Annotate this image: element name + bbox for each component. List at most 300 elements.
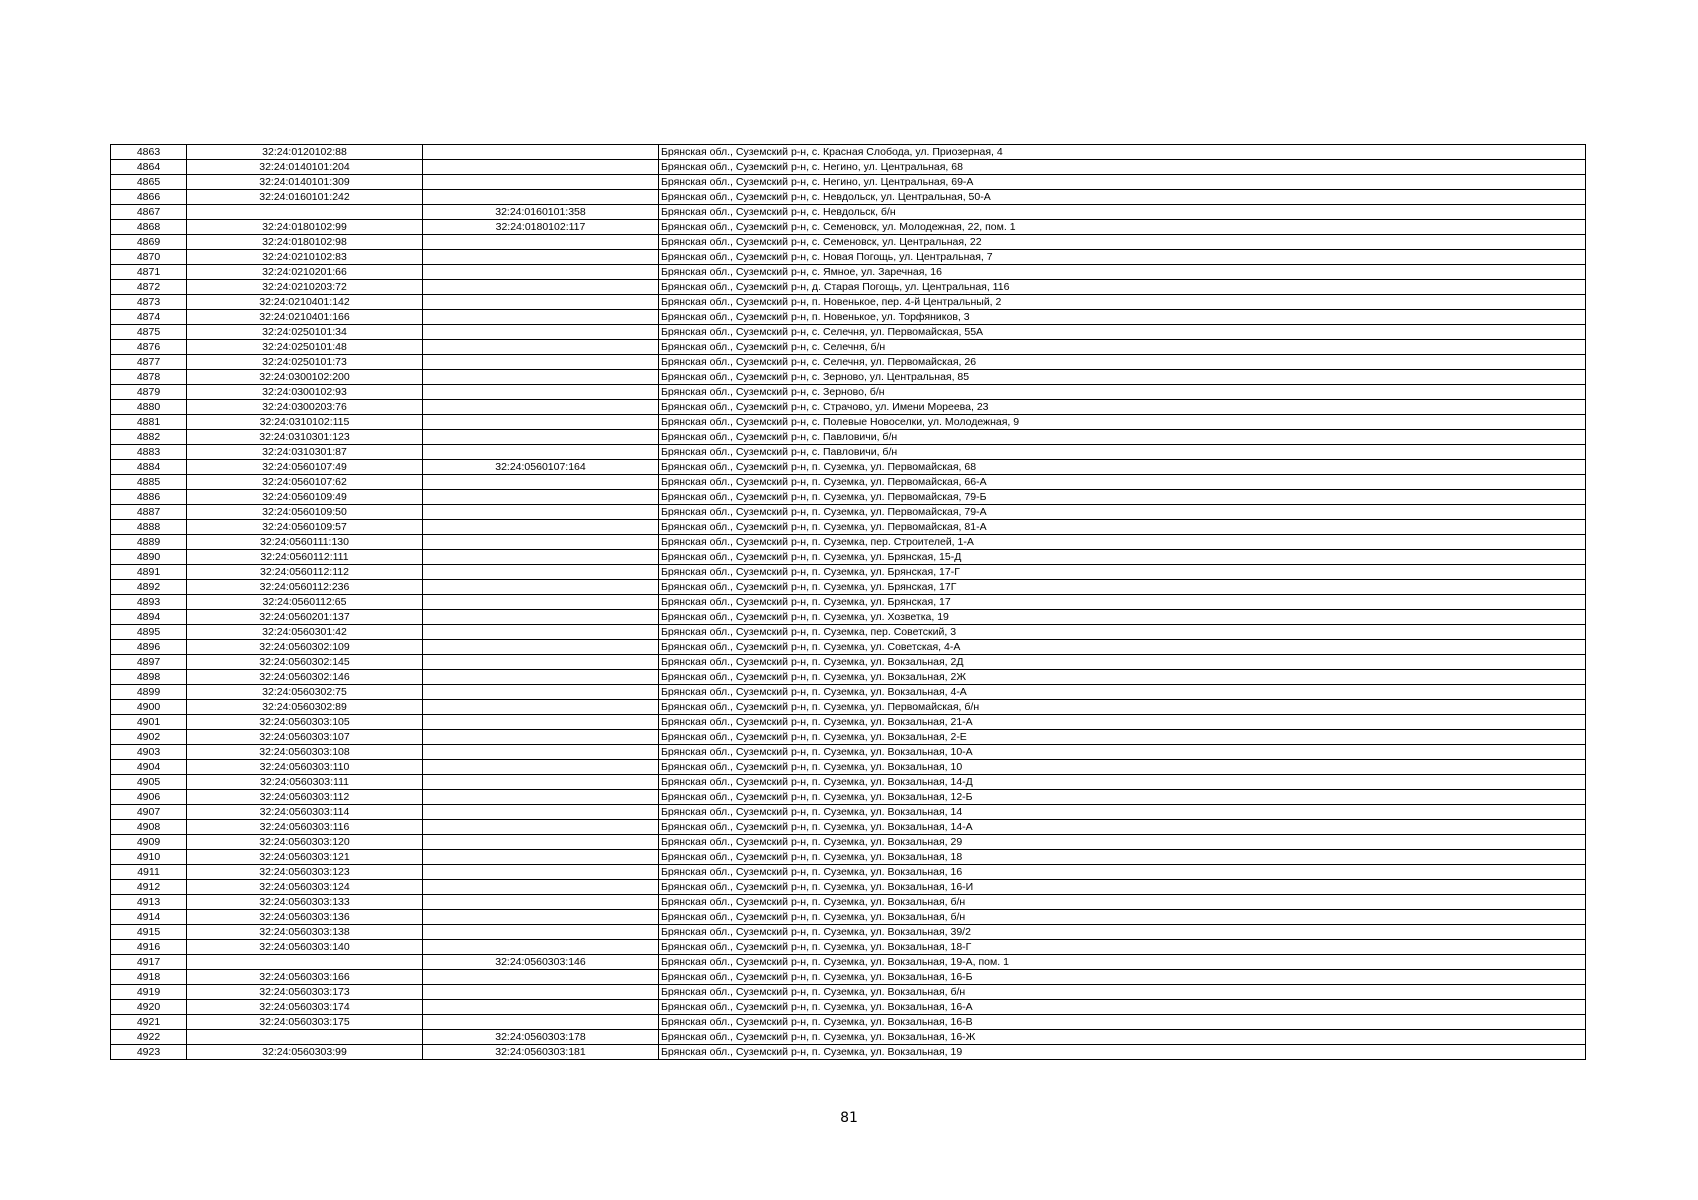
address-cell: Брянская обл., Суземский р-н, с. Ямное, ул. Заречная, 16 <box>659 265 1586 280</box>
cadastral-number-cell: 32:24:0560302:89 <box>187 700 423 715</box>
address-cell: Брянская обл., Суземский р-н, с. Зерново, ул. Центральная, 85 <box>659 370 1586 385</box>
address-cell: Брянская обл., Суземский р-н, с. Новая Погощь, ул. Центральная, 7 <box>659 250 1586 265</box>
table-row <box>111 1045 1586 1060</box>
address-cell: Брянская обл., Суземский р-н, п. Новенькое, пер. 4-й Центральный, 2 <box>659 295 1586 310</box>
linked-cadastral-number-cell <box>423 790 659 805</box>
address-cell: Брянская обл., Суземский р-н, п. Суземка, ул. Вокзальная, 14 <box>659 805 1586 820</box>
row-number-cell: 4876 <box>111 340 187 355</box>
linked-cadastral-number-cell: 32:24:0160101:358 <box>423 205 659 220</box>
address-cell: Брянская обл., Суземский р-н, п. Суземка, ул. Вокзальная, б/н <box>659 985 1586 1000</box>
row-number-cell: 4913 <box>111 895 187 910</box>
table-row <box>111 580 1586 595</box>
table-row <box>111 445 1586 460</box>
address-cell: Брянская обл., Суземский р-н, с. Страчово, ул. Имени Мореева, 23 <box>659 400 1586 415</box>
row-number-cell: 4898 <box>111 670 187 685</box>
cadastral-number-cell: 32:24:0560303:138 <box>187 925 423 940</box>
table-row <box>111 1000 1586 1015</box>
cadastral-number-cell: 32:24:0560109:50 <box>187 505 423 520</box>
table-row <box>111 490 1586 505</box>
table-row <box>111 145 1586 160</box>
table-row <box>111 340 1586 355</box>
table-row <box>111 865 1586 880</box>
cadastral-number-cell: 32:24:0180102:99 <box>187 220 423 235</box>
row-number-cell: 4873 <box>111 295 187 310</box>
table-row <box>111 715 1586 730</box>
address-cell: Брянская обл., Суземский р-н, с. Невдольск, б/н <box>659 205 1586 220</box>
address-cell: Брянская обл., Суземский р-н, п. Суземка, ул. Вокзальная, 16-Ж <box>659 1030 1586 1045</box>
table-row <box>111 385 1586 400</box>
row-number-cell: 4868 <box>111 220 187 235</box>
address-cell: Брянская обл., Суземский р-н, с. Семеновск, ул. Центральная, 22 <box>659 235 1586 250</box>
address-cell: Брянская обл., Суземский р-н, п. Суземка, ул. Вокзальная, 19-А, пом. 1 <box>659 955 1586 970</box>
address-cell: Брянская обл., Суземский р-н, п. Суземка, ул. Первомайская, 66-А <box>659 475 1586 490</box>
cadastral-number-cell: 32:24:0300102:200 <box>187 370 423 385</box>
row-number-cell: 4899 <box>111 685 187 700</box>
table-row <box>111 535 1586 550</box>
row-number-cell: 4903 <box>111 745 187 760</box>
linked-cadastral-number-cell <box>423 745 659 760</box>
linked-cadastral-number-cell <box>423 430 659 445</box>
row-number-cell: 4890 <box>111 550 187 565</box>
row-number-cell: 4881 <box>111 415 187 430</box>
linked-cadastral-number-cell <box>423 280 659 295</box>
cadastral-number-cell: 32:24:0560303:111 <box>187 775 423 790</box>
table-row <box>111 220 1586 235</box>
row-number-cell: 4922 <box>111 1030 187 1045</box>
cadastral-number-cell: 32:24:0250101:34 <box>187 325 423 340</box>
row-number-cell: 4895 <box>111 625 187 640</box>
cadastral-number-cell: 32:24:0300102:93 <box>187 385 423 400</box>
linked-cadastral-number-cell <box>423 1015 659 1030</box>
address-cell: Брянская обл., Суземский р-н, п. Суземка, ул. Вокзальная, 10 <box>659 760 1586 775</box>
row-number-cell: 4880 <box>111 400 187 415</box>
linked-cadastral-number-cell <box>423 895 659 910</box>
table-row <box>111 730 1586 745</box>
row-number-cell: 4894 <box>111 610 187 625</box>
address-cell: Брянская обл., Суземский р-н, п. Суземка, ул. Вокзальная, 14-А <box>659 820 1586 835</box>
row-number-cell: 4884 <box>111 460 187 475</box>
linked-cadastral-number-cell <box>423 520 659 535</box>
address-cell: Брянская обл., Суземский р-н, п. Суземка, ул. Первомайская, 81-А <box>659 520 1586 535</box>
linked-cadastral-number-cell <box>423 310 659 325</box>
address-cell: Брянская обл., Суземский р-н, п. Суземка, ул. Вокзальная, 19 <box>659 1045 1586 1060</box>
cadastral-number-cell: 32:24:0560303:174 <box>187 1000 423 1015</box>
linked-cadastral-number-cell <box>423 190 659 205</box>
linked-cadastral-number-cell: 32:24:0560303:178 <box>423 1030 659 1045</box>
address-cell: Брянская обл., Суземский р-н, п. Суземка, ул. Брянская, 17 <box>659 595 1586 610</box>
table-row <box>111 745 1586 760</box>
table-row <box>111 895 1586 910</box>
table-row <box>111 940 1586 955</box>
table-row <box>111 520 1586 535</box>
cadastral-number-cell: 32:24:0210201:66 <box>187 265 423 280</box>
row-number-cell: 4901 <box>111 715 187 730</box>
cadastral-number-cell: 32:24:0560303:110 <box>187 760 423 775</box>
address-cell: Брянская обл., Суземский р-н, с. Селечня, б/н <box>659 340 1586 355</box>
cadastral-number-cell: 32:24:0560303:121 <box>187 850 423 865</box>
cadastral-number-cell: 32:24:0560201:137 <box>187 610 423 625</box>
table-row <box>111 805 1586 820</box>
table-row <box>111 175 1586 190</box>
cadastral-number-cell: 32:24:0300203:76 <box>187 400 423 415</box>
table-row <box>111 460 1586 475</box>
row-number-cell: 4882 <box>111 430 187 445</box>
address-cell: Брянская обл., Суземский р-н, с. Негино, ул. Центральная, 68 <box>659 160 1586 175</box>
row-number-cell: 4904 <box>111 760 187 775</box>
linked-cadastral-number-cell <box>423 715 659 730</box>
row-number-cell: 4872 <box>111 280 187 295</box>
address-cell: Брянская обл., Суземский р-н, п. Суземка, ул. Первомайская, 79-Б <box>659 490 1586 505</box>
table-row <box>111 880 1586 895</box>
linked-cadastral-number-cell <box>423 400 659 415</box>
cadastral-number-cell: 32:24:0560303:140 <box>187 940 423 955</box>
linked-cadastral-number-cell <box>423 910 659 925</box>
row-number-cell: 4910 <box>111 850 187 865</box>
row-number-cell: 4869 <box>111 235 187 250</box>
linked-cadastral-number-cell <box>423 535 659 550</box>
address-cell: Брянская обл., Суземский р-н, п. Суземка, ул. Брянская, 17Г <box>659 580 1586 595</box>
cadastral-number-cell: 32:24:0310102:115 <box>187 415 423 430</box>
cadastral-number-cell: 32:24:0560107:49 <box>187 460 423 475</box>
cadastral-number-cell: 32:24:0210102:83 <box>187 250 423 265</box>
row-number-cell: 4875 <box>111 325 187 340</box>
cadastral-number-cell <box>187 205 423 220</box>
table-row <box>111 595 1586 610</box>
address-cell: Брянская обл., Суземский р-н, п. Суземка, ул. Вокзальная, б/н <box>659 895 1586 910</box>
address-cell: Брянская обл., Суземский р-н, п. Суземка, ул. Вокзальная, 18 <box>659 850 1586 865</box>
cadastral-number-cell: 32:24:0560302:146 <box>187 670 423 685</box>
cadastral-number-cell: 32:24:0560303:136 <box>187 910 423 925</box>
table-row <box>111 790 1586 805</box>
address-cell: Брянская обл., Суземский р-н, п. Суземка, ул. Первомайская, 79-А <box>659 505 1586 520</box>
row-number-cell: 4921 <box>111 1015 187 1030</box>
linked-cadastral-number-cell: 32:24:0560303:146 <box>423 955 659 970</box>
linked-cadastral-number-cell <box>423 505 659 520</box>
address-cell: Брянская обл., Суземский р-н, п. Суземка, ул. Вокзальная, 2-Е <box>659 730 1586 745</box>
cadastral-number-cell: 32:24:0210401:142 <box>187 295 423 310</box>
row-number-cell: 4870 <box>111 250 187 265</box>
cadastral-number-cell: 32:24:0560107:62 <box>187 475 423 490</box>
table-row <box>111 325 1586 340</box>
cadastral-number-cell: 32:24:0560111:130 <box>187 535 423 550</box>
cadastral-number-cell: 32:24:0140101:204 <box>187 160 423 175</box>
address-cell: Брянская обл., Суземский р-н, п. Суземка, ул. Вокзальная, 21-А <box>659 715 1586 730</box>
row-number-cell: 4863 <box>111 145 187 160</box>
row-number-cell: 4879 <box>111 385 187 400</box>
cadastral-number-cell: 32:24:0560303:175 <box>187 1015 423 1030</box>
cadastral-number-cell: 32:24:0560303:120 <box>187 835 423 850</box>
cadastral-number-cell: 32:24:0560303:112 <box>187 790 423 805</box>
table-row <box>111 400 1586 415</box>
table-row <box>111 265 1586 280</box>
row-number-cell: 4911 <box>111 865 187 880</box>
row-number-cell: 4919 <box>111 985 187 1000</box>
table-row <box>111 295 1586 310</box>
linked-cadastral-number-cell <box>423 640 659 655</box>
cadastral-number-cell: 32:24:0560302:109 <box>187 640 423 655</box>
linked-cadastral-number-cell <box>423 850 659 865</box>
cadastral-number-cell: 32:24:0560303:114 <box>187 805 423 820</box>
row-number-cell: 4905 <box>111 775 187 790</box>
linked-cadastral-number-cell <box>423 760 659 775</box>
cadastral-number-cell: 32:24:0560303:107 <box>187 730 423 745</box>
row-number-cell: 4920 <box>111 1000 187 1015</box>
table-row <box>111 985 1586 1000</box>
cadastral-number-cell: 32:24:0560303:173 <box>187 985 423 1000</box>
linked-cadastral-number-cell <box>423 775 659 790</box>
cadastral-number-cell: 32:24:0560112:111 <box>187 550 423 565</box>
row-number-cell: 4900 <box>111 700 187 715</box>
cadastral-number-cell: 32:24:0250101:48 <box>187 340 423 355</box>
row-number-cell: 4867 <box>111 205 187 220</box>
cadastral-number-cell: 32:24:0310301:123 <box>187 430 423 445</box>
row-number-cell: 4883 <box>111 445 187 460</box>
row-number-cell: 4912 <box>111 880 187 895</box>
row-number-cell: 4864 <box>111 160 187 175</box>
cadastral-number-cell: 32:24:0250101:73 <box>187 355 423 370</box>
address-cell: Брянская обл., Суземский р-н, п. Суземка, ул. Вокзальная, 29 <box>659 835 1586 850</box>
address-cell: Брянская обл., Суземский р-н, п. Суземка, ул. Брянская, 15-Д <box>659 550 1586 565</box>
linked-cadastral-number-cell <box>423 730 659 745</box>
row-number-cell: 4889 <box>111 535 187 550</box>
linked-cadastral-number-cell <box>423 865 659 880</box>
table-row <box>111 850 1586 865</box>
cadastral-number-cell: 32:24:0560303:116 <box>187 820 423 835</box>
linked-cadastral-number-cell <box>423 655 659 670</box>
row-number-cell: 4923 <box>111 1045 187 1060</box>
linked-cadastral-number-cell <box>423 835 659 850</box>
linked-cadastral-number-cell <box>423 355 659 370</box>
table-row <box>111 205 1586 220</box>
cadastral-number-cell: 32:24:0560301:42 <box>187 625 423 640</box>
address-cell: Брянская обл., Суземский р-н, п. Суземка, ул. Вокзальная, 16 <box>659 865 1586 880</box>
linked-cadastral-number-cell <box>423 160 659 175</box>
linked-cadastral-number-cell <box>423 175 659 190</box>
table-row <box>111 760 1586 775</box>
table-row <box>111 655 1586 670</box>
address-cell: Брянская обл., Суземский р-н, д. Старая Погощь, ул. Центральная, 116 <box>659 280 1586 295</box>
linked-cadastral-number-cell: 32:24:0180102:117 <box>423 220 659 235</box>
row-number-cell: 4892 <box>111 580 187 595</box>
row-number-cell: 4877 <box>111 355 187 370</box>
address-cell: Брянская обл., Суземский р-н, п. Суземка, ул. Вокзальная, 2Ж <box>659 670 1586 685</box>
cadastral-number-cell: 32:24:0210203:72 <box>187 280 423 295</box>
table-row <box>111 550 1586 565</box>
table-row <box>111 685 1586 700</box>
cadastral-number-cell: 32:24:0560302:145 <box>187 655 423 670</box>
address-cell: Брянская обл., Суземский р-н, п. Суземка, пер. Строителей, 1-А <box>659 535 1586 550</box>
linked-cadastral-number-cell <box>423 805 659 820</box>
row-number-cell: 4902 <box>111 730 187 745</box>
row-number-cell: 4878 <box>111 370 187 385</box>
table-row <box>111 1015 1586 1030</box>
linked-cadastral-number-cell <box>423 295 659 310</box>
row-number-cell: 4896 <box>111 640 187 655</box>
row-number-cell: 4888 <box>111 520 187 535</box>
registry-table <box>110 144 1586 1060</box>
address-cell: Брянская обл., Суземский р-н, п. Суземка, ул. Вокзальная, 16-Б <box>659 970 1586 985</box>
table-row <box>111 280 1586 295</box>
address-cell: Брянская обл., Суземский р-н, п. Суземка, ул. Брянская, 17-Г <box>659 565 1586 580</box>
linked-cadastral-number-cell <box>423 475 659 490</box>
table-row <box>111 670 1586 685</box>
linked-cadastral-number-cell <box>423 925 659 940</box>
linked-cadastral-number-cell <box>423 445 659 460</box>
address-cell: Брянская обл., Суземский р-н, с. Семеновск, ул. Молодежная, 22, пом. 1 <box>659 220 1586 235</box>
cadastral-number-cell: 32:24:0560303:166 <box>187 970 423 985</box>
linked-cadastral-number-cell <box>423 610 659 625</box>
cadastral-number-cell: 32:24:0180102:98 <box>187 235 423 250</box>
address-cell: Брянская обл., Суземский р-н, с. Невдольск, ул. Центральная, 50-А <box>659 190 1586 205</box>
table-row <box>111 355 1586 370</box>
address-cell: Брянская обл., Суземский р-н, с. Зерново, б/н <box>659 385 1586 400</box>
address-cell: Брянская обл., Суземский р-н, с. Павловичи, б/н <box>659 445 1586 460</box>
cadastral-number-cell: 32:24:0560109:49 <box>187 490 423 505</box>
address-cell: Брянская обл., Суземский р-н, п. Суземка, ул. Советская, 4-А <box>659 640 1586 655</box>
address-cell: Брянская обл., Суземский р-н, п. Суземка, ул. Вокзальная, б/н <box>659 910 1586 925</box>
row-number-cell: 4874 <box>111 310 187 325</box>
address-cell: Брянская обл., Суземский р-н, п. Суземка, ул. Вокзальная, 4-А <box>659 685 1586 700</box>
address-cell: Брянская обл., Суземский р-н, п. Суземка, ул. Вокзальная, 12-Б <box>659 790 1586 805</box>
linked-cadastral-number-cell <box>423 325 659 340</box>
cadastral-number-cell: 32:24:0560112:236 <box>187 580 423 595</box>
page-number: 81 <box>840 1110 858 1126</box>
linked-cadastral-number-cell <box>423 565 659 580</box>
address-cell: Брянская обл., Суземский р-н, п. Суземка, пер. Советский, 3 <box>659 625 1586 640</box>
linked-cadastral-number-cell <box>423 550 659 565</box>
linked-cadastral-number-cell <box>423 1000 659 1015</box>
linked-cadastral-number-cell <box>423 970 659 985</box>
row-number-cell: 4915 <box>111 925 187 940</box>
table-row <box>111 820 1586 835</box>
linked-cadastral-number-cell <box>423 685 659 700</box>
linked-cadastral-number-cell <box>423 415 659 430</box>
linked-cadastral-number-cell <box>423 385 659 400</box>
linked-cadastral-number-cell <box>423 250 659 265</box>
address-cell: Брянская обл., Суземский р-н, п. Суземка, ул. Первомайская, 68 <box>659 460 1586 475</box>
row-number-cell: 4871 <box>111 265 187 280</box>
address-cell: Брянская обл., Суземский р-н, с. Павловичи, б/н <box>659 430 1586 445</box>
address-cell: Брянская обл., Суземский р-н, п. Суземка, ул. Хозветка, 19 <box>659 610 1586 625</box>
linked-cadastral-number-cell <box>423 880 659 895</box>
address-cell: Брянская обл., Суземский р-н, с. Негино, ул. Центральная, 69-А <box>659 175 1586 190</box>
row-number-cell: 4916 <box>111 940 187 955</box>
table-row <box>111 910 1586 925</box>
row-number-cell: 4907 <box>111 805 187 820</box>
address-cell: Брянская обл., Суземский р-н, п. Суземка, ул. Первомайская, б/н <box>659 700 1586 715</box>
address-cell: Брянская обл., Суземский р-н, с. Селечня, ул. Первомайская, 55А <box>659 325 1586 340</box>
table-row <box>111 310 1586 325</box>
cadastral-number-cell: 32:24:0160101:242 <box>187 190 423 205</box>
cadastral-number-cell: 32:24:0560112:65 <box>187 595 423 610</box>
row-number-cell: 4906 <box>111 790 187 805</box>
cadastral-number-cell: 32:24:0560303:133 <box>187 895 423 910</box>
linked-cadastral-number-cell <box>423 340 659 355</box>
cadastral-number-cell: 32:24:0560303:123 <box>187 865 423 880</box>
row-number-cell: 4887 <box>111 505 187 520</box>
table-row <box>111 610 1586 625</box>
cadastral-number-cell: 32:24:0560112:112 <box>187 565 423 580</box>
table-row <box>111 475 1586 490</box>
cadastral-number-cell <box>187 955 423 970</box>
row-number-cell: 4891 <box>111 565 187 580</box>
cadastral-number-cell: 32:24:0210401:166 <box>187 310 423 325</box>
registry-body <box>111 145 1586 1060</box>
cadastral-number-cell: 32:24:0140101:309 <box>187 175 423 190</box>
table-row <box>111 235 1586 250</box>
table-row <box>111 1030 1586 1045</box>
linked-cadastral-number-cell: 32:24:0560107:164 <box>423 460 659 475</box>
row-number-cell: 4909 <box>111 835 187 850</box>
linked-cadastral-number-cell <box>423 670 659 685</box>
row-number-cell: 4886 <box>111 490 187 505</box>
linked-cadastral-number-cell <box>423 940 659 955</box>
table-row <box>111 160 1586 175</box>
linked-cadastral-number-cell: 32:24:0560303:181 <box>423 1045 659 1060</box>
linked-cadastral-number-cell <box>423 625 659 640</box>
address-cell: Брянская обл., Суземский р-н, п. Новенькое, ул. Торфяников, 3 <box>659 310 1586 325</box>
linked-cadastral-number-cell <box>423 595 659 610</box>
cadastral-number-cell: 32:24:0560109:57 <box>187 520 423 535</box>
row-number-cell: 4866 <box>111 190 187 205</box>
cadastral-number-cell: 32:24:0560302:75 <box>187 685 423 700</box>
linked-cadastral-number-cell <box>423 820 659 835</box>
table-row <box>111 430 1586 445</box>
linked-cadastral-number-cell <box>423 265 659 280</box>
cadastral-number-cell: 32:24:0120102:88 <box>187 145 423 160</box>
address-cell: Брянская обл., Суземский р-н, с. Красная Слобода, ул. Приозерная, 4 <box>659 145 1586 160</box>
row-number-cell: 4914 <box>111 910 187 925</box>
table-row <box>111 415 1586 430</box>
address-cell: Брянская обл., Суземский р-н, с. Селечня, ул. Первомайская, 26 <box>659 355 1586 370</box>
address-cell: Брянская обл., Суземский р-н, п. Суземка, ул. Вокзальная, 16-В <box>659 1015 1586 1030</box>
linked-cadastral-number-cell <box>423 235 659 250</box>
table-row <box>111 250 1586 265</box>
linked-cadastral-number-cell <box>423 370 659 385</box>
table-row <box>111 700 1586 715</box>
row-number-cell: 4908 <box>111 820 187 835</box>
address-cell: Брянская обл., Суземский р-н, п. Суземка, ул. Вокзальная, 2Д <box>659 655 1586 670</box>
cadastral-number-cell: 32:24:0560303:108 <box>187 745 423 760</box>
table-row <box>111 565 1586 580</box>
table-row <box>111 190 1586 205</box>
table-row <box>111 835 1586 850</box>
table-row <box>111 640 1586 655</box>
table-row <box>111 970 1586 985</box>
row-number-cell: 4885 <box>111 475 187 490</box>
address-cell: Брянская обл., Суземский р-н, п. Суземка, ул. Вокзальная, 14-Д <box>659 775 1586 790</box>
address-cell: Брянская обл., Суземский р-н, п. Суземка, ул. Вокзальная, 16-И <box>659 880 1586 895</box>
linked-cadastral-number-cell <box>423 145 659 160</box>
linked-cadastral-number-cell <box>423 580 659 595</box>
cadastral-number-cell: 32:24:0560303:124 <box>187 880 423 895</box>
cadastral-number-cell: 32:24:0310301:87 <box>187 445 423 460</box>
cadastral-number-cell: 32:24:0560303:99 <box>187 1045 423 1060</box>
row-number-cell: 4918 <box>111 970 187 985</box>
address-cell: Брянская обл., Суземский р-н, п. Суземка, ул. Вокзальная, 18-Г <box>659 940 1586 955</box>
linked-cadastral-number-cell <box>423 985 659 1000</box>
table-row <box>111 925 1586 940</box>
cadastral-number-cell: 32:24:0560303:105 <box>187 715 423 730</box>
address-cell: Брянская обл., Суземский р-н, с. Полевые Новоселки, ул. Молодежная, 9 <box>659 415 1586 430</box>
row-number-cell: 4893 <box>111 595 187 610</box>
cadastral-number-cell <box>187 1030 423 1045</box>
table-row <box>111 505 1586 520</box>
address-cell: Брянская обл., Суземский р-н, п. Суземка, ул. Вокзальная, 16-А <box>659 1000 1586 1015</box>
linked-cadastral-number-cell <box>423 700 659 715</box>
table-row <box>111 775 1586 790</box>
address-cell: Брянская обл., Суземский р-н, п. Суземка, ул. Вокзальная, 10-А <box>659 745 1586 760</box>
